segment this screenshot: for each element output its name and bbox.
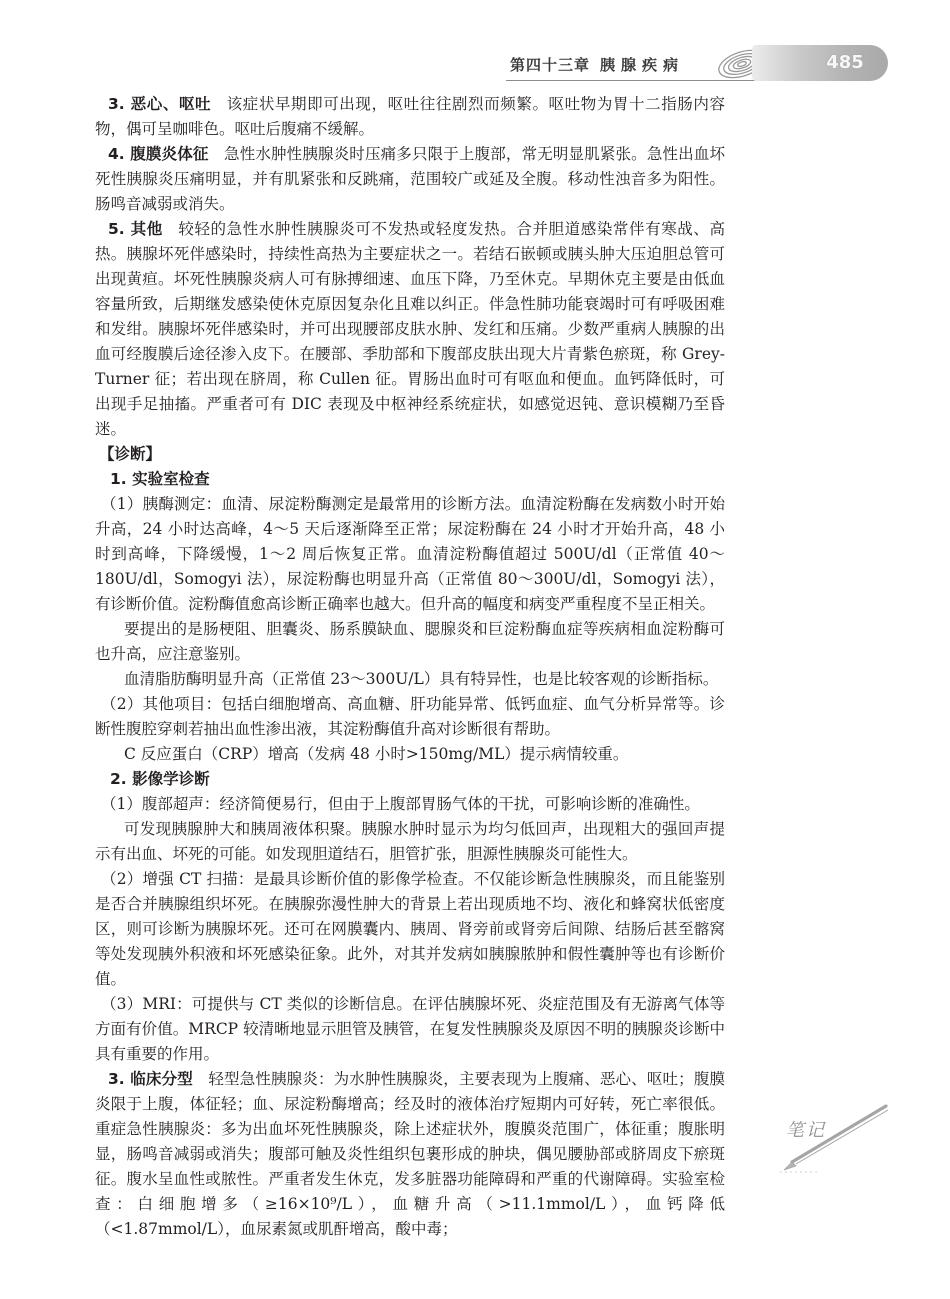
paragraph-ultrasound: （1）腹部超声：经济简便易行，但由于上腹部胃肠气体的干扰，可影响诊断的准确性。 <box>101 795 700 813</box>
heading-imaging: 2. 影像学诊断 <box>110 770 210 788</box>
paragraph-other-items: （2）其他项目：包括白细胞增高、高血糖、肝功能异常、低钙血症、血气分析异常等。诊断性腹腔穿刺若抽出血性渗出液，其淀粉酶值升高对诊断很有帮助。 <box>95 695 725 738</box>
chapter-number: 第四十三章 <box>510 56 591 74</box>
paragraph-differential: 要提出的是肠梗阻、胆囊炎、肠系膜缺血、腮腺炎和巨淀粉酶血症等疾病相血淀粉酶可也升高，应注意鉴别。 <box>95 620 725 663</box>
paragraph-text: 该症状早期即可出现，呕吐往往剧烈而频繁。呕吐物为胃十二指肠内容物，偶可呈咖啡色。呕吐后腹痛不缓解。 <box>95 95 725 138</box>
body-text <box>95 92 725 1242</box>
heading-lab-tests: 1. 实验室检查 <box>110 470 210 488</box>
section-lead: 3. 临床分型 <box>108 1070 193 1088</box>
page-number: 485 <box>826 52 864 73</box>
pen-icon <box>778 1096 894 1176</box>
paragraph-crp: C 反应蛋白（CRP）增高（发病 48 小时>150mg/ML）提示病情较重。 <box>124 745 629 763</box>
paragraph-nausea-vomiting <box>95 92 725 142</box>
paragraph-text: 较轻的急性水肿性胰腺炎可不发热或轻度发热。合并胆道感染常伴有寒战、高热。胰腺坏死伴感染时，持续性高热为主要症状之一。若结石嵌顿或胰头肿大压迫胆总管可出现黄疸。坏死性胰腺炎病人可有脉搏细速、血压下降，乃至休克。早期休克主要是由低血容量所致，后期继发感染使休克原因复杂化且难以纠正。伴急性肺功能衰竭时可有呼吸困难和发绀。胰腺坏死伴感染时，并可出现腰部皮肤水肿、发红和压痛。少数严重病人胰腺的出血可经腹膜后途径渗入皮下。在腰部、季肋部和下腹部皮肤出现大片青紫色瘀斑，称 Grey-Turner 征；若出现在脐周，称 Cullen 征。胃肠出血时可有呕血和便血。血钙降低时，可出现手足抽搐。严重者可有 DIC 表现及中枢神经系统症状，如感觉迟钝、意识模糊乃至昏迷。 <box>95 220 725 438</box>
section-lead: 3. 恶心、呕吐 <box>108 95 212 113</box>
paragraph-ct-scan: （2）增强 CT 扫描：是最具诊断价值的影像学检查。不仅能诊断急性胰腺炎，而且能鉴别是否合并胰腺组织坏死。在胰腺弥漫性肿大的背景上若出现质地不均、液化和蜂窝状低密度区，则可诊断为胰腺坏死。还可在网膜囊内、胰周、肾旁前或肾旁后间隙、结肠后甚至髂窝等处发现胰外积液和坏死感染征象。此外，对其并发病如胰腺脓肿和假性囊肿等也有诊断价值。 <box>95 870 725 988</box>
paragraph-lipase: 血清脂肪酶明显升高（正常值 23～300U/L）具有特异性，也是比较客观的诊断指标。 <box>124 670 719 688</box>
running-header <box>510 53 684 77</box>
heading-diagnosis: 【诊断】 <box>99 445 162 463</box>
paragraph-other-symptoms <box>95 217 725 442</box>
paragraph-clinical-types <box>95 1067 725 1242</box>
paragraph-mri: （3）MRI：可提供与 CT 类似的诊断信息。在评估胰腺坏死、炎症范围及有无游离气体等方面有价值。MRCP 较清晰地显示胆管及胰管，在复发性胰腺炎及原因不明的胰腺炎诊断中具有重要的作用。 <box>95 995 725 1063</box>
paragraph-peritonitis-signs <box>95 142 725 217</box>
section-lead: 4. 腹膜炎体征 <box>108 145 209 163</box>
paragraph-ultrasound-findings: 可发现胰腺肿大和胰周液体积聚。胰腺水肿时显示为均匀低回声，出现粗大的强回声提示有出血、坏死的可能。如发现胆道结石，胆管扩张，胆源性胰腺炎可能性大。 <box>95 820 725 863</box>
margin-note-label: 笔记 <box>786 1120 826 1141</box>
chapter-title: 胰腺疾病 <box>600 56 685 74</box>
paragraph-enzyme-test: （1）胰酶测定：血清、尿淀粉酶测定是最常用的诊断方法。血清淀粉酶在发病数小时开始升高，24 小时达高峰，4～5 天后逐渐降至正常；尿淀粉酶在 24 小时才开始升高，48 小时到高峰，下降缓慢，1～2 周后恢复正常。血清淀粉酶值超过 500U/dl（正常值 40～180U/dl，Somogyi 法），尿淀粉酶也明显升高（正常值 80～300U/dl，Somogyi 法），有诊断价值。淀粉酶值愈高诊断正确率也越大。但升高的幅度和病变严重程度不呈正相关。 <box>95 495 725 613</box>
page-number-tab <box>752 45 888 81</box>
paragraph-text: 轻型急性胰腺炎：为水肿性胰腺炎，主要表现为上腹痛、恶心、呕吐；腹膜炎限于上腹，体征轻；血、尿淀粉酶增高；经及时的液体治疗短期内可好转，死亡率很低。重症急性胰腺炎：多为出血坏死性胰腺炎，除上述症状外，腹膜炎范围广，体征重；腹胀明显，肠鸣音减弱或消失；腹部可触及炎性组织包裹形成的肿块，偶见腰胁部或脐周皮下瘀斑征。腹水呈血性或脓性。严重者发生休克，发多脏器功能障碍和严重的代谢障碍。实验室检查：白细胞增多（≥16×10⁹/L），血糖升高（>11.1mmol/L），血钙降低（<1.87mmol/L），血尿素氮或肌酐增高，酸中毒； <box>95 1070 725 1238</box>
paragraph-text: 急性水肿性胰腺炎时压痛多只限于上腹部，常无明显肌紧张。急性出血坏死性胰腺炎压痛明显，并有肌紧张和反跳痛，范围较广或延及全腹。移动性浊音多为阳性。肠鸣音减弱或消失。 <box>95 145 725 213</box>
section-lead: 5. 其他 <box>108 220 163 238</box>
